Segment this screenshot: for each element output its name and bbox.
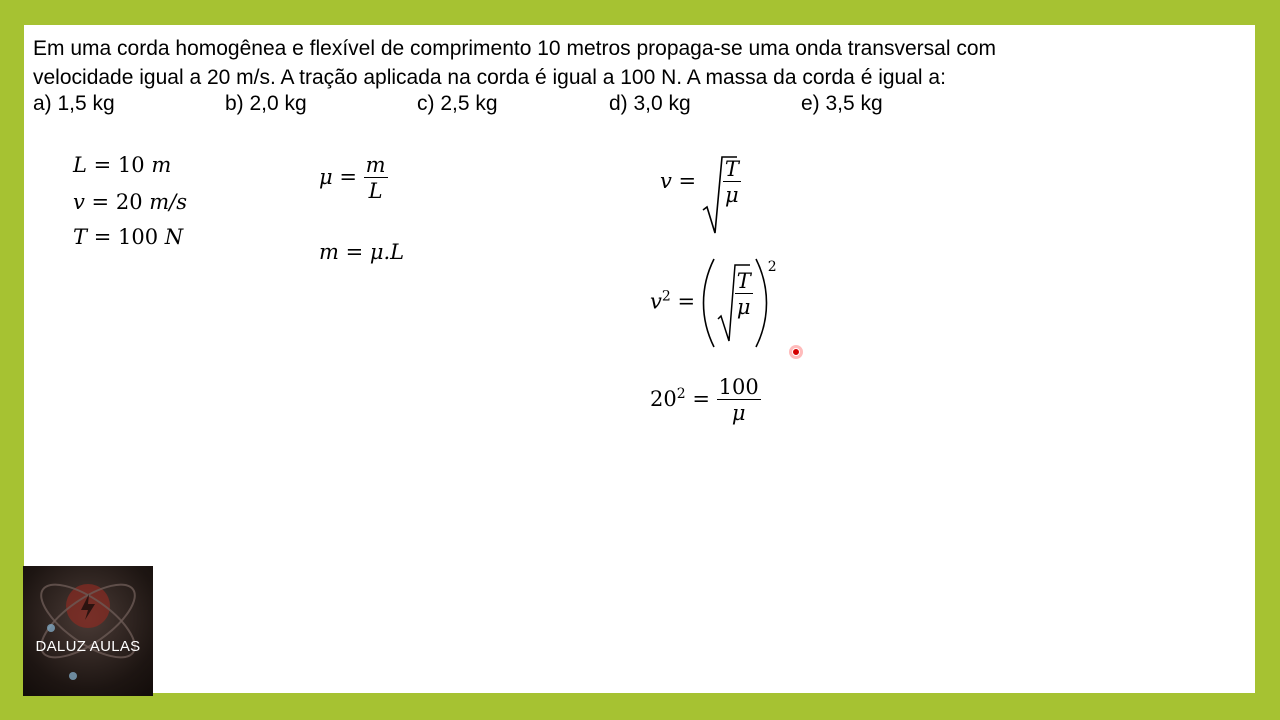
mass-formula: m = μ.L (319, 240, 405, 264)
velocity-value: 20 (115, 190, 143, 214)
length-symbol: L (73, 153, 87, 177)
density-formula: μ = $\frac{m}{L}$ (319, 153, 386, 203)
fraction-denominator: μ (731, 401, 746, 425)
squared-formula: $v^2$ = $\frac{T}{\mu}$ $^2$ (650, 257, 777, 349)
option-a: a) 1,5 kg (33, 92, 115, 115)
exponent: 2 (767, 258, 777, 275)
option-b: b) 2,0 kg (225, 92, 307, 115)
velocity-value: 20 (650, 387, 677, 411)
given-velocity: v = 20 m/s (73, 190, 188, 214)
fraction-numerator: T (724, 157, 739, 181)
tension-symbol: T (73, 225, 88, 249)
mass-over-length (364, 153, 388, 204)
question-text (33, 34, 1233, 92)
length-unit: m (151, 153, 172, 177)
velocity-formula: v = $\frac{T}{\mu}$ (660, 157, 741, 208)
logo-text: DALUZ AULAS (35, 638, 141, 655)
v-symbol: v (650, 289, 662, 314)
fraction-numerator: m (365, 153, 386, 177)
fraction-numerator: 100 (718, 375, 759, 399)
answer-options (33, 92, 1233, 122)
fraction-numerator: T (736, 269, 751, 293)
fraction-denominator: μ (736, 295, 751, 319)
exponent: 2 (661, 288, 671, 305)
parenthesized-root (702, 257, 768, 349)
given-tension: T = 100 N (73, 225, 184, 249)
slide (24, 25, 1255, 693)
tension-over-mu (735, 269, 753, 320)
velocity-unit: m/s (149, 190, 188, 214)
length-value: 10 (117, 153, 145, 177)
cursor-pointer-icon (789, 345, 803, 359)
tension-unit: N (164, 225, 184, 249)
question-line-2: velocidade igual a 20 m/s. A tração aplicada na corda é igual a 100 N. A massa da corda é igual a: (33, 66, 946, 89)
option-c: c) 2,5 kg (417, 92, 498, 115)
given-length: L = 10 m (73, 153, 172, 177)
option-d: d) 3,0 kg (609, 92, 691, 115)
hundred-over-mu (717, 375, 761, 426)
square-root (703, 157, 741, 208)
velocity-symbol: v (73, 190, 85, 214)
atom-icon (23, 566, 153, 696)
v-symbol: v (660, 169, 672, 193)
question-line-1: Em uma corda homogênea e flexível de comprimento 10 metros propaga-se uma onda transversal com (33, 37, 996, 60)
option-e: e) 3,5 kg (801, 92, 883, 115)
fraction-denominator: L (368, 179, 383, 203)
mu-symbol: μ (319, 165, 333, 189)
radical-sign-icon (702, 155, 738, 237)
channel-logo (23, 566, 153, 696)
fraction-denominator: μ (725, 183, 739, 207)
exponent: 2 (676, 386, 686, 402)
tension-value: 100 (117, 225, 159, 249)
numeric-formula: $20^2$ = $\frac{100}{\mu}$ (650, 375, 759, 425)
